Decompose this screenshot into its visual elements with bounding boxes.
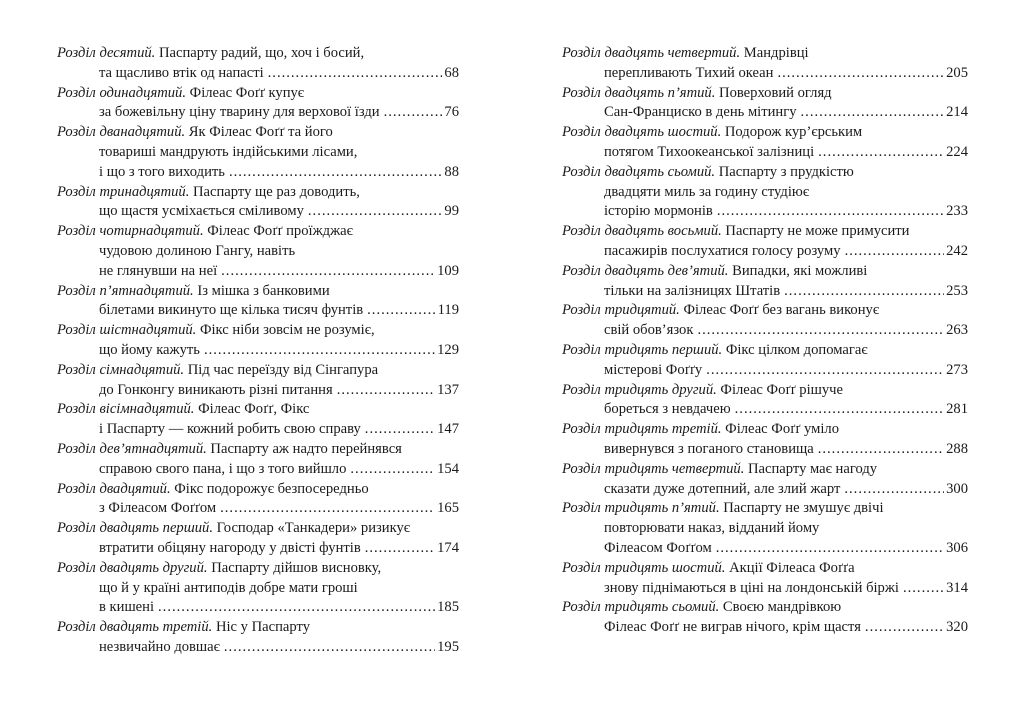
chapter-title-text: потягом Тихоокеанської залізниці <box>604 143 815 160</box>
chapter-heading: Розділ тридцять третій. <box>562 421 722 438</box>
toc-entry-continuation-line <box>57 202 459 222</box>
toc-entry-first-line <box>562 598 968 618</box>
toc-entry-first-line <box>562 163 968 183</box>
toc-entry-continuation-line <box>562 143 968 163</box>
toc-entry <box>562 44 968 84</box>
toc-entry <box>57 519 459 559</box>
chapter-title-text: історію мормонів <box>604 203 713 220</box>
toc-entry <box>562 460 968 500</box>
toc-entry <box>57 183 459 223</box>
chapter-heading: Розділ двадцятий. <box>57 480 171 497</box>
dot-leader <box>308 202 443 222</box>
toc-entry-first-line <box>562 460 968 480</box>
toc-entry-continuation-line <box>57 163 459 183</box>
toc-entry <box>562 262 968 302</box>
toc-entry-continuation-line <box>562 440 968 460</box>
chapter-title-text: містерові Фоґґу <box>604 361 703 378</box>
toc-left-column <box>57 44 459 658</box>
chapter-title-text: бореться з невдачею <box>604 401 731 418</box>
chapter-title-text: справою свого пана, і що з того вийшло <box>99 460 347 477</box>
page-number: 273 <box>946 361 968 378</box>
toc-entry-continuation-line <box>57 341 459 361</box>
page-number: 88 <box>444 163 459 180</box>
dot-leader <box>367 301 436 321</box>
dot-leader <box>903 579 944 599</box>
dot-leader <box>697 321 944 341</box>
page-number: 300 <box>946 480 968 497</box>
chapter-title-text: з Філеасом Фоґґом <box>99 500 217 517</box>
chapter-title-text: Філеас Фоґґ рішуче <box>716 381 843 398</box>
chapter-heading: Розділ двадцять другий. <box>57 559 208 576</box>
page-number: 214 <box>946 104 968 121</box>
page-number: 129 <box>437 341 459 358</box>
toc-entry-continuation-line <box>562 202 968 222</box>
chapter-title-text: Фікс подорожує безпосередньо <box>170 480 369 497</box>
chapter-heading: Розділ десятий. <box>57 45 156 61</box>
toc-entry-first-line <box>562 44 968 64</box>
chapter-title-text: Паспарту дійшов висновку, <box>207 559 382 576</box>
chapter-heading: Розділ дев’ятнадцятий. <box>57 440 207 457</box>
toc-entry-continuation-line <box>57 301 459 321</box>
toc-entry <box>57 123 459 182</box>
chapter-title-text: Філеас Фоґґ проїжджає <box>203 223 353 240</box>
toc-entry-continuation-line <box>57 420 459 440</box>
page-number: 314 <box>946 579 968 596</box>
toc-entry-first-line <box>562 341 968 361</box>
dot-leader <box>784 282 944 302</box>
toc-entry-first-line <box>57 44 459 64</box>
toc-entry <box>562 84 968 124</box>
chapter-heading: Розділ сімнадцятий. <box>57 361 185 378</box>
toc-entry-first-line <box>562 559 968 579</box>
dot-leader <box>220 499 435 519</box>
toc-entry-first-line <box>562 420 968 440</box>
chapter-title-text: Паспарту з прудкістю <box>715 163 854 180</box>
toc-entry <box>57 222 459 281</box>
page-number: 288 <box>946 440 968 457</box>
chapter-heading: Розділ вісімнадцятий. <box>57 401 195 418</box>
toc-entry-first-line <box>562 499 968 519</box>
chapter-title-text: за божевільну ціну тварину для верхової їзди <box>99 104 380 121</box>
page-number: 76 <box>444 104 459 121</box>
dot-leader <box>204 341 435 361</box>
chapter-title-text: Паспарту радий, що, хоч і босий, <box>155 45 365 61</box>
toc-entry <box>57 321 459 361</box>
page-number: 253 <box>946 282 968 299</box>
chapter-heading: Розділ дванадцятий. <box>57 124 186 141</box>
chapter-title-text: Філеасом Фоґґом <box>604 539 712 556</box>
chapter-heading: Розділ двадцять перший. <box>57 520 213 537</box>
chapter-title-text: Акції Філеаса Фоґґа <box>725 559 855 576</box>
toc-entry-first-line <box>57 84 459 104</box>
toc-entry-first-line <box>57 618 459 638</box>
toc-entry <box>57 84 459 124</box>
dot-leader <box>268 64 443 84</box>
page-number: 68 <box>444 64 459 81</box>
dot-leader <box>865 618 944 638</box>
toc-entry-continuation-line <box>562 579 968 599</box>
chapter-title-text: до Гонконгу виникають різні питання <box>99 381 333 398</box>
chapter-title-text: Своєю мандрівкою <box>719 599 842 616</box>
toc-entry-continuation-line <box>562 103 968 123</box>
chapter-title-text: що й у країні антиподів добре мати гроші <box>99 579 358 596</box>
toc-entry-first-line <box>562 301 968 321</box>
chapter-heading: Розділ двадцять дев’ятий. <box>562 262 729 279</box>
dot-leader <box>158 598 435 618</box>
toc-entry-continuation-line <box>57 460 459 480</box>
toc-entry-continuation-line <box>57 598 459 618</box>
chapter-title-text: Паспарту ще раз доводить, <box>189 183 360 200</box>
chapter-heading: Розділ чотирнадцятий. <box>57 223 204 240</box>
page-number: 165 <box>437 500 459 517</box>
chapter-heading: Розділ двадцять третій. <box>57 619 213 636</box>
page-number: 224 <box>946 143 968 160</box>
chapter-title-text: Паспарту не змушує двічі <box>719 500 884 517</box>
page-number: 320 <box>946 619 968 636</box>
page-number: 154 <box>437 460 459 477</box>
chapter-heading: Розділ двадцять сьомий. <box>562 163 716 180</box>
toc-entry-first-line <box>57 222 459 242</box>
toc-entry-first-line <box>562 123 968 143</box>
chapter-heading: Розділ тридцять перший. <box>562 341 723 358</box>
chapter-title-text: білетами викинуто ще кілька тисяч фунтів <box>99 302 364 319</box>
chapter-title-text: Поверховий огляд <box>715 84 832 101</box>
chapter-title-text: що йому кажуть <box>99 341 200 358</box>
toc-right-column <box>562 44 968 638</box>
toc-entry-continuation-line <box>57 499 459 519</box>
toc-entry <box>562 559 968 599</box>
toc-entry <box>562 222 968 262</box>
chapter-title-text: повторювати наказ, відданий йому <box>604 520 820 537</box>
chapter-title-text: сказати дуже дотепний, але злий жарт <box>604 480 841 497</box>
chapter-title-text: пасажирів послухатися голосу розуму <box>604 242 841 259</box>
page-number: 147 <box>437 421 459 438</box>
chapter-heading: Розділ двадцять шостий. <box>562 124 722 141</box>
page-number: 99 <box>444 203 459 220</box>
chapter-heading: Розділ шістнадцятий. <box>57 322 197 339</box>
page-number: 137 <box>437 381 459 398</box>
page-number: 109 <box>437 262 459 279</box>
toc-entry-continuation-line <box>57 539 459 559</box>
toc-entry <box>562 341 968 381</box>
toc-entry <box>562 381 968 421</box>
chapter-heading: Розділ тридцять шостий. <box>562 559 726 576</box>
toc-entry-continuation-line <box>57 638 459 658</box>
chapter-title-text: Випадки, які можливі <box>728 262 868 279</box>
toc-entry <box>57 44 459 84</box>
chapter-heading: Розділ тридцять сьомий. <box>562 599 720 616</box>
toc-entry-continuation-line <box>562 242 968 262</box>
toc-entry-continuation-line <box>57 381 459 401</box>
chapter-title-text: Подорож кур’єрським <box>721 124 863 141</box>
toc-entry-continuation-line <box>57 143 459 163</box>
chapter-title-text: Філеас Фоґґ не виграв нічого, крім щастя <box>604 619 861 636</box>
chapter-heading: Розділ одинадцятий. <box>57 84 187 101</box>
page-number: 174 <box>437 539 459 556</box>
chapter-title-text: Філеас Фоґґ уміло <box>721 421 840 438</box>
chapter-heading: Розділ двадцять п’ятий. <box>562 84 716 101</box>
chapter-title-text: тільки на залізницях Штатів <box>604 282 781 299</box>
chapter-title-text: Паспарту аж надто перейнявся <box>206 440 402 457</box>
chapter-heading: Розділ тридцятий. <box>562 302 680 319</box>
dot-leader <box>365 539 435 559</box>
chapter-heading: Розділ тридцять другий. <box>562 381 717 398</box>
dot-leader <box>350 460 435 480</box>
toc-entry <box>562 420 968 460</box>
dot-leader <box>384 103 443 123</box>
chapter-title-text: Ніс у Паспарту <box>212 619 310 636</box>
chapter-title-text: перепливають Тихий океан <box>604 64 774 81</box>
dot-leader <box>844 480 944 500</box>
chapter-title-text: знову піднімаються в ціні на лондонській біржі <box>604 579 899 596</box>
toc-entry <box>57 282 459 322</box>
toc-entry-continuation-line <box>57 262 459 282</box>
chapter-title-text: Філеас Фоґґ купує <box>186 84 305 101</box>
toc-entry <box>57 480 459 520</box>
toc-entry-continuation-line <box>562 183 968 203</box>
dot-leader <box>337 381 435 401</box>
page-number: 205 <box>946 64 968 81</box>
toc-entry-continuation-line <box>57 242 459 262</box>
chapter-title-text: Як Філеас Фоґґ та його <box>185 124 333 141</box>
page-number: 185 <box>437 599 459 616</box>
dot-leader <box>801 103 945 123</box>
chapter-title-text: втратити обіцяну нагороду у двісті фунтів <box>99 539 361 556</box>
chapter-title-text: Паспарту не може примусити <box>721 223 910 240</box>
toc-entry-continuation-line <box>562 282 968 302</box>
chapter-heading: Розділ двадцять восьмий. <box>562 223 722 240</box>
toc-entry <box>57 559 459 618</box>
toc-entry-first-line <box>562 222 968 242</box>
toc-entry-first-line <box>562 84 968 104</box>
toc-entry-continuation-line <box>562 539 968 559</box>
toc-entry-first-line <box>57 400 459 420</box>
dot-leader <box>735 400 944 420</box>
chapter-title-text: Фікс цілком допомагає <box>722 341 868 358</box>
chapter-title-text: свій обов’язок <box>604 322 694 339</box>
dot-leader <box>221 262 435 282</box>
chapter-title-text: двадцяти миль за годину студіює <box>604 183 810 200</box>
dot-leader <box>818 143 944 163</box>
page-number: 233 <box>946 203 968 220</box>
dot-leader <box>706 361 944 381</box>
chapter-heading: Розділ двадцять четвертий. <box>562 45 741 61</box>
chapter-title-text: Філеас Фоґґ без вагань виконує <box>679 302 880 319</box>
toc-entry <box>57 440 459 480</box>
toc-entry <box>562 499 968 558</box>
page-number: 263 <box>946 322 968 339</box>
dot-leader <box>229 163 442 183</box>
toc-entry <box>57 618 459 658</box>
dot-leader <box>717 202 944 222</box>
toc-entry-continuation-line <box>562 618 968 638</box>
toc-entry <box>562 123 968 163</box>
toc-entry-first-line <box>562 381 968 401</box>
toc-entry-continuation-line <box>562 519 968 539</box>
chapter-title-text: Під час переїзду від Сінгапура <box>184 361 379 378</box>
chapter-title-text: товариші мандрують індійськими лісами, <box>99 143 358 160</box>
toc-entry-first-line <box>57 282 459 302</box>
dot-leader <box>716 539 944 559</box>
toc-entry <box>562 598 968 638</box>
page-number: 306 <box>946 539 968 556</box>
chapter-title-text: і Паспарту — кожний робить свою справу <box>99 421 361 438</box>
toc-entry <box>562 163 968 222</box>
chapter-title-text: в кишені <box>99 599 155 616</box>
toc-entry <box>562 301 968 341</box>
toc-entry-first-line <box>57 183 459 203</box>
toc-entry-first-line <box>57 559 459 579</box>
chapter-title-text: Із мішка з банковими <box>193 282 330 299</box>
chapter-title-text: Сан-Франциско в день мітингу <box>604 104 797 121</box>
dot-leader <box>224 638 435 658</box>
chapter-heading: Розділ п’ятнадцятий. <box>57 282 194 299</box>
chapter-heading: Розділ тринадцятий. <box>57 183 190 200</box>
chapter-title-text: вивернувся з поганого становища <box>604 440 814 457</box>
toc-entry-first-line <box>57 321 459 341</box>
chapter-title-text: та щасливо втік од напасті <box>99 64 264 81</box>
chapter-title-text: незвичайно довшає <box>99 638 220 655</box>
page-number: 119 <box>437 302 459 319</box>
chapter-title-text: не глянувши на неї <box>99 262 218 279</box>
chapter-title-text: Паспарту має нагоду <box>744 460 878 477</box>
dot-leader <box>777 64 944 84</box>
toc-entry <box>57 400 459 440</box>
toc-entry-first-line <box>57 440 459 460</box>
toc-entry-continuation-line <box>562 361 968 381</box>
toc-entry-continuation-line <box>562 400 968 420</box>
chapter-title-text: Мандрівці <box>740 45 809 61</box>
toc-entry-continuation-line <box>562 321 968 341</box>
page-number: 281 <box>946 401 968 418</box>
page-number: 242 <box>946 242 968 259</box>
page-number: 195 <box>437 638 459 655</box>
chapter-title-text: Філеас Фоґґ, Фікс <box>194 401 310 418</box>
chapter-title-text: і що з того виходить <box>99 163 225 180</box>
chapter-title-text: що щастя усміхається сміливому <box>99 203 304 220</box>
toc-entry-continuation-line <box>57 103 459 123</box>
toc-entry <box>57 361 459 401</box>
chapter-heading: Розділ тридцять п’ятий. <box>562 500 720 517</box>
chapter-heading: Розділ тридцять четвертий. <box>562 460 745 477</box>
toc-entry-first-line <box>57 519 459 539</box>
chapter-title-text: чудовою долиною Гангу, навіть <box>99 242 296 259</box>
dot-leader <box>845 242 945 262</box>
chapter-title-text: Господар «Танкадери» ризикує <box>212 520 411 537</box>
toc-entry-first-line <box>562 262 968 282</box>
chapter-title-text: Фікс ніби зовсім не розуміє, <box>196 322 375 339</box>
dot-leader <box>365 420 435 440</box>
toc-entry-continuation-line <box>57 64 459 84</box>
toc-entry-continuation-line <box>562 64 968 84</box>
toc-entry-continuation-line <box>57 579 459 599</box>
toc-entry-first-line <box>57 123 459 143</box>
dot-leader <box>818 440 944 460</box>
toc-entry-first-line <box>57 361 459 381</box>
toc-entry-continuation-line <box>562 480 968 500</box>
toc-entry-first-line <box>57 480 459 500</box>
